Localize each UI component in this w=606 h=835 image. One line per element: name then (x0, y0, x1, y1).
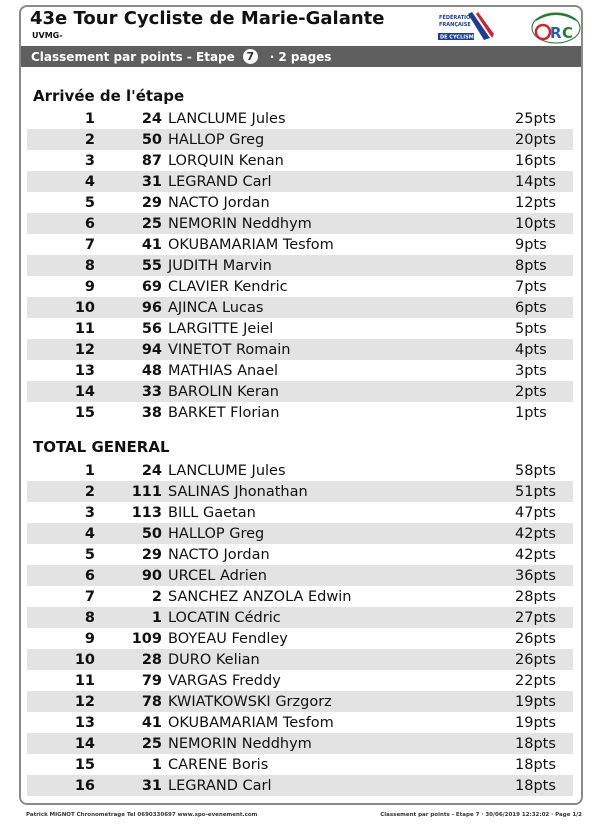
bib-cell: 33 (141, 383, 162, 400)
ffc-logo-text: FÉDÉRATION (439, 15, 475, 21)
points-cell: 25pts (515, 110, 556, 127)
svg-text:C: C (562, 24, 574, 42)
rank-cell: 2 (84, 131, 95, 148)
points-cell: 26pts (515, 630, 556, 647)
ffc-logo (438, 10, 496, 42)
rider-name-cell: MATHIAS Anael (168, 362, 279, 379)
points-cell: 19pts (515, 714, 556, 731)
points-cell: 10pts (515, 215, 556, 232)
separator: · (269, 49, 275, 64)
bib-cell: 90 (141, 567, 162, 584)
points-cell: 27pts (515, 609, 556, 626)
bib-cell: 109 (131, 630, 162, 647)
points-cell: 22pts (515, 672, 556, 689)
footer-page-info: Classement par points - Etape 7 · 30/06/2019 12:32:02 · Page 1/2 (380, 812, 582, 818)
rider-name-cell: LEGRAND Carl (168, 173, 272, 190)
table-row (27, 171, 573, 192)
bib-cell: 79 (141, 672, 162, 689)
points-cell: 12pts (515, 194, 556, 211)
points-cell: 8pts (515, 257, 547, 274)
rank-cell: 15 (74, 756, 95, 773)
rank-cell: 9 (84, 278, 95, 295)
rank-cell: 1 (84, 462, 95, 479)
rank-cell: 5 (84, 546, 95, 563)
rider-name-cell: NEMORIN Neddhym (168, 735, 312, 752)
ranking-label: Classement par points - Etape (31, 49, 235, 64)
rank-cell: 8 (84, 609, 95, 626)
bib-cell: 28 (141, 651, 162, 668)
rank-cell: 12 (74, 341, 95, 358)
table-row (27, 565, 573, 586)
rider-name-cell: NACTO Jordan (168, 546, 270, 563)
table-row (27, 192, 573, 213)
rider-name-cell: BILL Gaetan (168, 504, 256, 521)
rank-cell: 11 (74, 320, 95, 337)
points-cell: 42pts (515, 546, 556, 563)
rank-cell: 14 (74, 735, 95, 752)
table-row (27, 150, 573, 171)
points-cell: 9pts (515, 236, 547, 253)
rider-name-cell: LANCLUME Jules (168, 110, 286, 127)
table-row (27, 255, 573, 276)
table-row (27, 502, 573, 523)
bib-cell: 38 (141, 404, 162, 421)
rank-cell: 4 (84, 525, 95, 542)
points-cell: 51pts (515, 483, 556, 500)
rider-name-cell: VINETOT Romain (168, 341, 291, 358)
points-cell: 18pts (515, 756, 556, 773)
section-title-general: TOTAL GENERAL (33, 438, 170, 456)
bib-cell: 111 (131, 483, 162, 500)
rank-cell: 10 (74, 651, 95, 668)
bib-cell: 55 (141, 257, 162, 274)
bib-cell: 48 (141, 362, 162, 379)
rank-cell: 14 (74, 383, 95, 400)
bib-cell: 56 (141, 320, 162, 337)
table-row (27, 544, 573, 565)
points-cell: 7pts (515, 278, 547, 295)
rider-name-cell: URCEL Adrien (168, 567, 267, 584)
table-row (27, 691, 573, 712)
table-row (27, 108, 573, 129)
bib-cell: 2 (151, 588, 162, 605)
rider-name-cell: SANCHEZ ANZOLA Edwin (168, 588, 352, 605)
table-row (27, 129, 573, 150)
table-row (27, 234, 573, 255)
points-cell: 19pts (515, 693, 556, 710)
rider-name-cell: LEGRAND Carl (168, 777, 272, 794)
points-cell: 4pts (515, 341, 547, 358)
rank-cell: 15 (74, 404, 95, 421)
points-cell: 3pts (515, 362, 547, 379)
rider-name-cell: KWIATKOWSKI Grzgorz (168, 693, 332, 710)
bib-cell: 96 (141, 299, 162, 316)
bib-cell: 24 (141, 462, 162, 479)
footer-credits: Patrick MIGNOT Chronométrage Tel 0690330697 www.spo-evenement.com (26, 812, 258, 818)
rank-cell: 3 (84, 152, 95, 169)
rank-cell: 12 (74, 693, 95, 710)
points-cell: 28pts (515, 588, 556, 605)
table-row (27, 402, 573, 423)
rank-cell: 11 (74, 672, 95, 689)
table-row (27, 670, 573, 691)
points-cell: 1pts (515, 404, 547, 421)
points-cell: 5pts (515, 320, 547, 337)
table-row (27, 297, 573, 318)
table-row (27, 381, 573, 402)
rider-name-cell: CLAVIER Kendric (168, 278, 288, 295)
organizer-subtitle: UVMG- (32, 31, 63, 40)
svg-text:DE CYCLISME: DE CYCLISME (440, 34, 478, 41)
rider-name-cell: NACTO Jordan (168, 194, 270, 211)
points-cell: 58pts (515, 462, 556, 479)
svg-text:R: R (550, 24, 562, 42)
svg-text:FRANÇAISE: FRANÇAISE (439, 22, 471, 28)
rider-name-cell: JUDITH Marvin (168, 257, 272, 274)
table-row (27, 754, 573, 775)
points-cell: 16pts (515, 152, 556, 169)
table-row (27, 775, 573, 796)
bib-cell: 25 (141, 735, 162, 752)
bib-cell: 87 (141, 152, 162, 169)
rank-cell: 4 (84, 173, 95, 190)
rank-cell: 5 (84, 194, 95, 211)
bib-cell: 50 (141, 525, 162, 542)
rider-name-cell: BAROLIN Keran (168, 383, 279, 400)
rider-name-cell: VARGAS Freddy (168, 672, 281, 689)
rank-cell: 8 (84, 257, 95, 274)
table-row (27, 649, 573, 670)
section-title-stage-finish: Arrivée de l'étape (33, 87, 185, 105)
points-cell: 42pts (515, 525, 556, 542)
page-title: 43e Tour Cycliste de Marie-Galante (30, 8, 385, 29)
table-row (27, 481, 573, 502)
rank-cell: 7 (84, 236, 95, 253)
table-row (27, 213, 573, 234)
table-row (27, 586, 573, 607)
rider-name-cell: LOCATIN Cédric (168, 609, 281, 626)
points-cell: 14pts (515, 173, 556, 190)
orc-logo (530, 8, 582, 46)
points-cell: 26pts (515, 651, 556, 668)
bib-cell: 50 (141, 131, 162, 148)
rank-cell: 13 (74, 362, 95, 379)
bib-cell: 94 (141, 341, 162, 358)
page-count: 2 pages (278, 49, 332, 64)
ranking-header-bar (21, 46, 581, 67)
table-row (27, 360, 573, 381)
points-cell: 6pts (515, 299, 547, 316)
points-cell: 20pts (515, 131, 556, 148)
rider-name-cell: SALINAS Jhonathan (168, 483, 308, 500)
rider-name-cell: BOYEAU Fendley (168, 630, 288, 647)
bib-cell: 41 (141, 714, 162, 731)
stage-finish-table (27, 108, 573, 423)
bib-cell: 1 (151, 609, 162, 626)
table-row (27, 276, 573, 297)
bib-cell: 41 (141, 236, 162, 253)
points-cell: 36pts (515, 567, 556, 584)
rider-name-cell: NEMORIN Neddhym (168, 215, 312, 232)
table-row (27, 460, 573, 481)
rider-name-cell: LANCLUME Jules (168, 462, 286, 479)
table-row (27, 607, 573, 628)
rank-cell: 3 (84, 504, 95, 521)
rider-name-cell: LARGITTE Jeiel (168, 320, 274, 337)
rank-cell: 9 (84, 630, 95, 647)
table-row (27, 339, 573, 360)
points-cell: 18pts (515, 777, 556, 794)
rider-name-cell: BARKET Florian (168, 404, 280, 421)
bib-cell: 31 (141, 777, 162, 794)
bib-cell: 78 (141, 693, 162, 710)
rider-name-cell: HALLOP Greg (168, 525, 265, 542)
rider-name-cell: AJINCA Lucas (168, 299, 264, 316)
rank-cell: 2 (84, 483, 95, 500)
rank-cell: 13 (74, 714, 95, 731)
rider-name-cell: HALLOP Greg (168, 131, 265, 148)
rank-cell: 7 (84, 588, 95, 605)
general-ranking-table (27, 460, 573, 796)
rank-cell: 10 (74, 299, 95, 316)
rider-name-cell: OKUBAMARIAM Tesfom (168, 236, 334, 253)
rider-name-cell: DURO Kelian (168, 651, 260, 668)
table-row (27, 712, 573, 733)
bib-cell: 25 (141, 215, 162, 232)
table-row (27, 733, 573, 754)
rider-name-cell: CARENE Boris (168, 756, 269, 773)
bib-cell: 69 (141, 278, 162, 295)
bib-cell: 29 (141, 546, 162, 563)
rider-name-cell: OKUBAMARIAM Tesfom (168, 714, 334, 731)
bib-cell: 113 (131, 504, 162, 521)
bib-cell: 29 (141, 194, 162, 211)
bib-cell: 1 (151, 756, 162, 773)
table-row (27, 628, 573, 649)
points-cell: 47pts (515, 504, 556, 521)
points-cell: 18pts (515, 735, 556, 752)
table-row (27, 523, 573, 544)
bib-cell: 24 (141, 110, 162, 127)
rank-cell: 16 (74, 777, 95, 794)
rank-cell: 6 (84, 567, 95, 584)
stage-number-badge: 7 (243, 49, 258, 64)
table-row (27, 318, 573, 339)
points-cell: 2pts (515, 383, 547, 400)
bib-cell: 31 (141, 173, 162, 190)
rider-name-cell: LORQUIN Kenan (168, 152, 284, 169)
rank-cell: 6 (84, 215, 95, 232)
rank-cell: 1 (84, 110, 95, 127)
